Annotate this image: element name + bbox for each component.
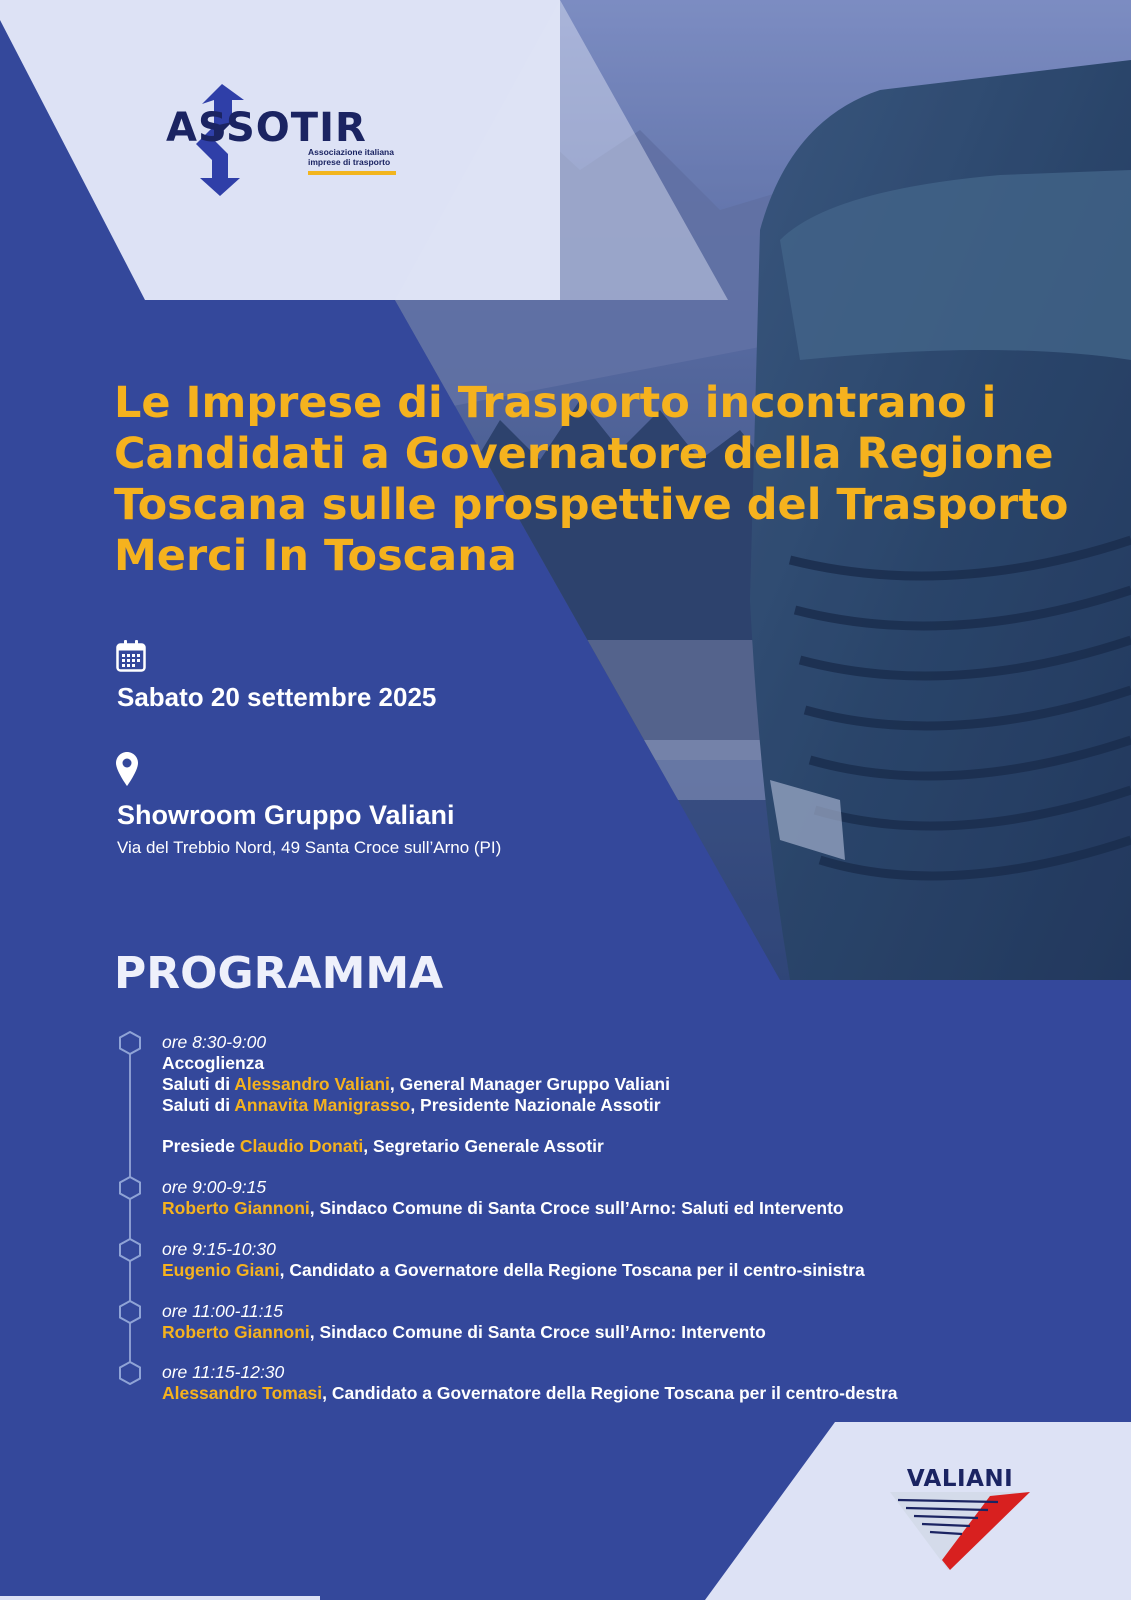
program-text: Saluti di: [162, 1074, 235, 1094]
program-item: [162, 1177, 1112, 1219]
assotir-subtitle-line-2: imprese di trasporto: [308, 157, 391, 167]
program-text: , Sindaco Comune di Santa Croce sull’Arno: Saluti ed Intervento: [309, 1198, 844, 1218]
event-date: Sabato 20 settembre 2025: [117, 682, 437, 712]
assotir-subtitle-line-1: Associazione italiana: [308, 147, 394, 157]
calendar-icon: [116, 640, 146, 672]
program-text: , Candidato a Governatore della Regione Toscana per il centro-destra: [322, 1383, 898, 1403]
program-text: Presiede: [162, 1136, 240, 1156]
speaker-name: Roberto Giannoni: [162, 1198, 310, 1218]
assotir-subtitle: [308, 147, 408, 167]
program-text: , Candidato a Governatore della Regione Toscana per il centro-sinistra: [279, 1260, 865, 1280]
timeline-hexagon-icon: [118, 1238, 142, 1262]
timeline-hexagon-icon: [118, 1361, 142, 1385]
program-time: ore 9:00-9:15: [162, 1177, 267, 1197]
program-time: ore 8:30-9:00: [162, 1032, 267, 1052]
program-line: [162, 1074, 1112, 1095]
program-line: [162, 1095, 1112, 1116]
venue-name: Showroom Gruppo Valiani: [117, 800, 455, 830]
speaker-name: Eugenio Giani: [162, 1260, 280, 1280]
program-item: [162, 1032, 1112, 1157]
speaker-name: Annavita Manigrasso: [234, 1095, 411, 1115]
program-item: [162, 1239, 1112, 1281]
speaker-name: Alessandro Valiani: [234, 1074, 390, 1094]
program-line: [162, 1136, 1112, 1157]
program-line: Accoglienza: [162, 1053, 265, 1073]
timeline-hexagon-icon: [118, 1031, 142, 1055]
valiani-wordmark: VALIANI: [906, 1466, 1014, 1492]
program-time: ore 9:15-10:30: [162, 1239, 276, 1259]
valiani-emblem-icon: [890, 1492, 1030, 1572]
event-title: Le Imprese di Trasporto incontrano i Candidati a Governatore della Regione Toscana sulle prospettive del Trasporto Merci In Toscana: [114, 378, 1069, 581]
program-heading: PROGRAMMA: [114, 948, 444, 999]
program-text: , General Manager Gruppo Valiani: [389, 1074, 670, 1094]
speaker-name: Claudio Donati: [239, 1136, 364, 1156]
program-text: , Sindaco Comune di Santa Croce sull’Arno: Intervento: [309, 1322, 766, 1342]
map-pin-icon: [116, 752, 138, 786]
program-line: [162, 1322, 1112, 1343]
speaker-name: Alessandro Tomasi: [162, 1383, 323, 1403]
assotir-wordmark: ASSOTIR: [166, 105, 367, 151]
program-line: [162, 1260, 1112, 1281]
assotir-logo: [162, 82, 402, 197]
program-text: , Presidente Nazionale Assotir: [410, 1095, 661, 1115]
venue-address: Via del Trebbio Nord, 49 Santa Croce sull’Arno (PI): [117, 838, 502, 857]
timeline-hexagon-icon: [118, 1176, 142, 1200]
speaker-name: Roberto Giannoni: [162, 1322, 310, 1342]
assotir-underline: [308, 171, 396, 175]
program-line: [162, 1383, 1112, 1404]
valiani-logo: [890, 1460, 1040, 1570]
program-time: ore 11:00-11:15: [162, 1301, 283, 1321]
program-line: [162, 1198, 1112, 1219]
program-item: [162, 1362, 1112, 1404]
timeline-hexagon-icon: [118, 1300, 142, 1324]
program-text: , Segretario Generale Assotir: [363, 1136, 604, 1156]
program-item: [162, 1301, 1112, 1343]
program-time: ore 11:15-12:30: [162, 1362, 285, 1382]
program-text: Saluti di: [162, 1095, 235, 1115]
